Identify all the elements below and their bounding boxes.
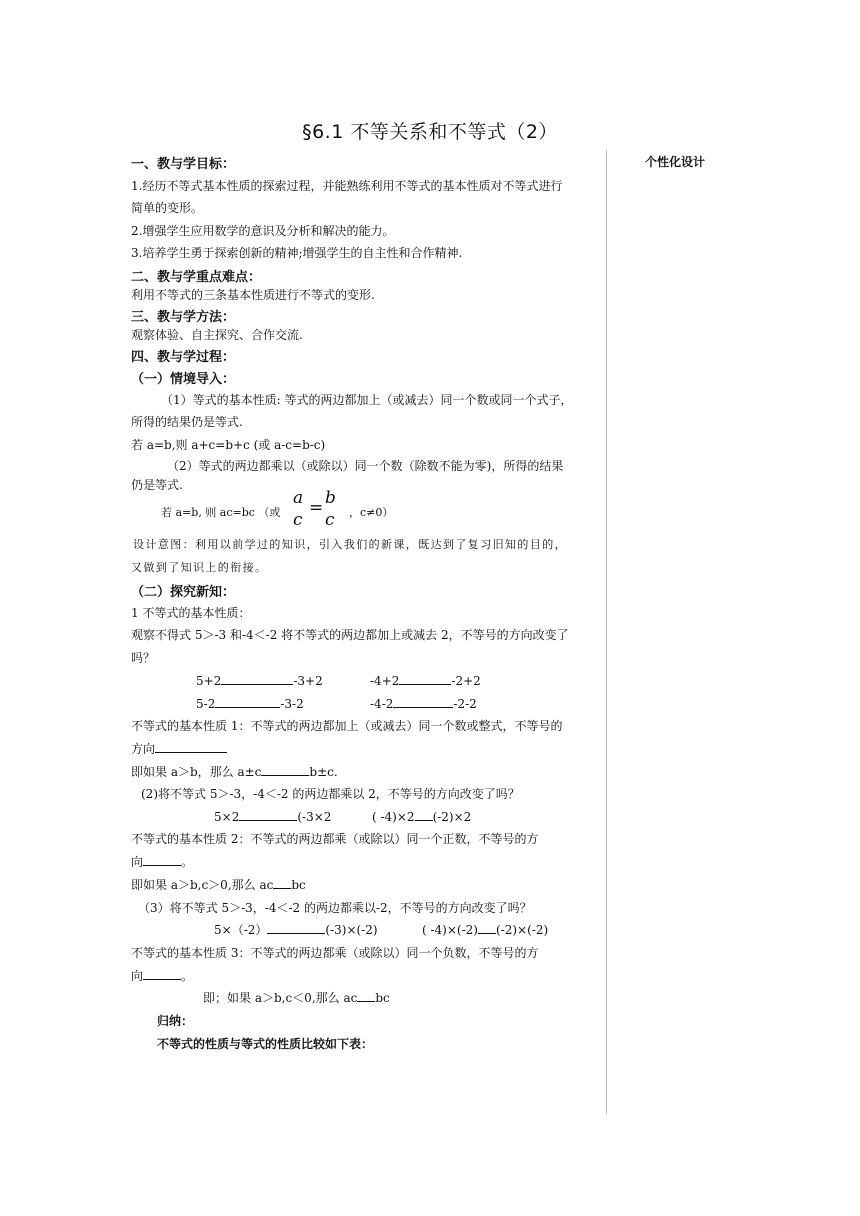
- question-2: (2)将不等式 5＞-3，-4＜-2 的两边都乘以 2，不等号的方向改变了吗？: [141, 787, 520, 801]
- fraction-denominator-c-2: c: [325, 510, 335, 530]
- answer-blank[interactable]: [143, 967, 181, 980]
- equality-property-2-line-2: 仍是等式.: [131, 478, 183, 492]
- exercise-sub-2: -4-2 -2-2: [370, 697, 477, 711]
- answer-blank[interactable]: [273, 876, 291, 889]
- exercise-neg-1: 5×（-2） (-3)×(-2): [214, 923, 378, 937]
- answer-blank[interactable]: [155, 740, 227, 753]
- section-heading-methods: 三、教与学方法：: [131, 310, 236, 325]
- part-heading-intro: （一）情境导入：: [131, 372, 236, 387]
- observe-line-1: 观察不得式 5＞-3 和-4＜-2 将不等式的两边都加上或减去 2，不等号的方向改变了: [131, 628, 569, 642]
- equality-property-1-line-1: （1）等式的基本性质: 等式的两边都加上（或减去）同一个数或同一个式子，: [161, 393, 573, 407]
- section-heading-key-points: 二、教与学重点难点：: [131, 270, 262, 285]
- answer-blank[interactable]: [267, 921, 325, 934]
- observe-line-2: 吗？: [131, 651, 156, 665]
- page-title: §6.1 不等关系和不等式（2）: [302, 121, 558, 143]
- methods-text: 观察体验、自主探究、合作交流.: [131, 328, 303, 342]
- fraction-denominator-c: c: [293, 510, 303, 530]
- goal-2: 2.增强学生应用数学的意识及分析和解决的能力。: [131, 224, 395, 238]
- answer-blank[interactable]: [221, 672, 293, 685]
- goal-1-line-1: 1.经历不等式基本性质的探索过程，并能熟练利用不等式的基本性质对不等式进行: [131, 179, 563, 193]
- answer-blank[interactable]: [143, 853, 181, 866]
- exercise-sub-1: 5-2 -3-2: [196, 697, 304, 711]
- equality-example-1: 若 a=b,则 a+c=b+c (或 a-c=b-c): [131, 438, 326, 452]
- property-2-line-2: 向 。: [131, 855, 194, 869]
- answer-blank[interactable]: [357, 989, 375, 1002]
- design-intent-line-2: 又做到了知识上的衔接。: [131, 561, 268, 574]
- summary-heading: 归纳：: [157, 1014, 194, 1028]
- exercise-mul-2: ( -4)×2 (-2)×2: [372, 810, 472, 824]
- answer-blank[interactable]: [478, 921, 496, 934]
- part-heading-explore: （二）探究新知：: [131, 585, 236, 600]
- answer-blank[interactable]: [239, 808, 297, 821]
- comparison-intro: 不等式的性质与等式的性质比较如下表：: [157, 1037, 374, 1051]
- equality-property-2-line-1: （2）等式的两边都乘以（或除以）同一个数（除数不能为零)，所得的结果: [167, 459, 564, 473]
- question-3: （3）将不等式 5＞-3，-4＜-2 的两边都乘以-2，不等号的方向改变了吗？: [138, 901, 532, 915]
- answer-blank[interactable]: [393, 695, 453, 708]
- answer-blank[interactable]: [215, 695, 280, 708]
- property-3-rule: 即；如果 a＞b,c＜0,那么 ac bc: [203, 991, 390, 1005]
- section-heading-goals: 一、教与学目标：: [131, 157, 236, 172]
- equality-example-2-right: ，c≠0）: [349, 506, 394, 519]
- design-intent-line-1: 设计意图：利用以前学过的知识，引入我们的新课，既达到了复习旧知的目的，: [133, 538, 567, 551]
- column-divider: [606, 150, 607, 1114]
- fraction-equation: [291, 488, 341, 536]
- equality-property-1-line-2: 所得的结果仍是等式.: [131, 415, 243, 429]
- key-points-text: 利用不等式的三条基本性质进行不等式的变形.: [131, 288, 375, 302]
- answer-blank[interactable]: [261, 763, 309, 776]
- property-3-line-1: 不等式的基本性质 3：不等式的两边都乘（或除以）同一个负数，不等号的方: [131, 946, 539, 960]
- exercise-add-1: 5+2 -3+2: [196, 674, 323, 688]
- property-2-rule: 即如果 a＞b,c＞0,那么 ac bc: [131, 878, 306, 892]
- property-2-line-1: 不等式的基本性质 2：不等式的两边都乘（或除以）同一个正数，不等号的方: [131, 832, 539, 846]
- side-column-label: 个性化设计: [645, 155, 706, 169]
- equality-example-2-left: 若 a=b, 则 ac=bc （或: [161, 506, 281, 519]
- property-1-line-1: 不等式的基本性质 1：不等式的两边都加上（或减去）同一个数或整式，不等号的: [131, 719, 563, 733]
- answer-blank[interactable]: [415, 808, 433, 821]
- subheading-basic-properties: 1 不等式的基本性质：: [131, 606, 251, 620]
- exercise-add-2: -4+2 -2+2: [370, 674, 481, 688]
- fraction-equals: =: [309, 498, 324, 518]
- property-1-line-2: 方向: [131, 740, 227, 757]
- section-heading-process: 四、教与学过程：: [131, 350, 236, 365]
- exercise-neg-2: ( -4)×(-2) (-2)×(-2): [422, 923, 549, 937]
- fraction-numerator-b: b: [325, 488, 336, 508]
- answer-blank[interactable]: [399, 672, 451, 685]
- fraction-numerator-a: a: [293, 488, 304, 508]
- goal-1-line-2: 简单的变形。: [131, 201, 204, 215]
- goal-3: 3.培养学生勇于探索创新的精神;增强学生的自主性和合作精神.: [131, 246, 463, 260]
- exercise-mul-1: 5×2 (-3×2: [214, 810, 332, 824]
- property-3-line-2: 向 。: [131, 969, 194, 983]
- property-1-rule: 即如果 a＞b，那么 a±c b±c.: [131, 765, 338, 779]
